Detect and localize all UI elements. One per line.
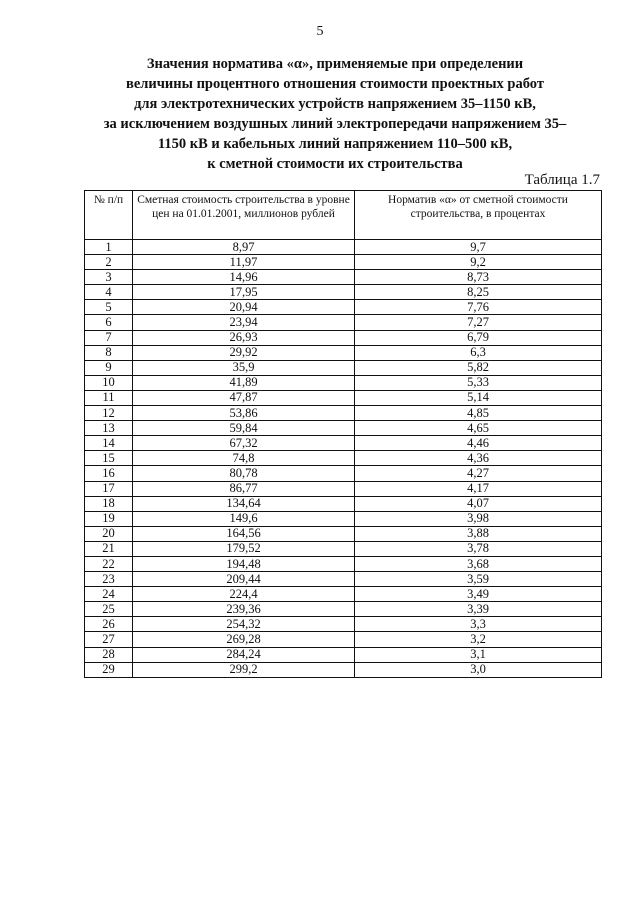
title-line: величины процентного отношения стоимости проектных работ — [125, 76, 544, 92]
table-row — [85, 496, 602, 511]
norm-cell: 4,36 — [355, 451, 602, 466]
norm-cell: 8,73 — [355, 270, 602, 285]
table-row — [85, 466, 602, 481]
row-number-cell: 13 — [85, 421, 133, 436]
row-number-cell: 16 — [85, 466, 133, 481]
row-number-cell: 9 — [85, 360, 133, 375]
row-number-cell: 1 — [85, 240, 133, 255]
norm-cell: 4,27 — [355, 466, 602, 481]
cost-cell: 164,56 — [133, 526, 355, 541]
cost-cell: 224,4 — [133, 587, 355, 602]
table-row — [85, 360, 602, 375]
document-title — [95, 54, 575, 174]
row-number-cell: 24 — [85, 587, 133, 602]
row-number-cell: 27 — [85, 632, 133, 647]
row-number-cell: 18 — [85, 496, 133, 511]
cost-cell: 59,84 — [133, 421, 355, 436]
norm-cell: 3,39 — [355, 602, 602, 617]
table-row — [85, 375, 602, 390]
cost-cell: 23,94 — [133, 315, 355, 330]
cost-cell: 8,97 — [133, 240, 355, 255]
norm-cell: 3,1 — [355, 647, 602, 662]
row-number-cell: 21 — [85, 541, 133, 556]
table-row — [85, 602, 602, 617]
row-number-cell: 28 — [85, 647, 133, 662]
table-row — [85, 587, 602, 602]
norm-cell: 6,3 — [355, 345, 602, 360]
norm-cell: 7,27 — [355, 315, 602, 330]
table-row — [85, 451, 602, 466]
table-row — [85, 255, 602, 270]
norm-cell: 5,33 — [355, 375, 602, 390]
table-row — [85, 436, 602, 451]
table-row — [85, 285, 602, 300]
cost-cell: 74,8 — [133, 451, 355, 466]
row-number-cell: 5 — [85, 300, 133, 315]
cost-cell: 14,96 — [133, 270, 355, 285]
cost-cell: 209,44 — [133, 572, 355, 587]
cost-cell: 194,48 — [133, 556, 355, 571]
norm-cell: 4,17 — [355, 481, 602, 496]
row-number-cell: 8 — [85, 345, 133, 360]
row-number-cell: 4 — [85, 285, 133, 300]
norm-cell: 3,98 — [355, 511, 602, 526]
row-number-cell: 3 — [85, 270, 133, 285]
norm-cell: 5,82 — [355, 360, 602, 375]
norm-cell: 3,2 — [355, 632, 602, 647]
table-row — [85, 481, 602, 496]
alpha-norm-table — [84, 190, 602, 678]
norm-cell: 3,68 — [355, 556, 602, 571]
row-number-cell: 25 — [85, 602, 133, 617]
title-line: 1150 кВ и кабельных линий напряжением 110–500 кВ, — [157, 136, 513, 152]
table-row — [85, 315, 602, 330]
table-row — [85, 617, 602, 632]
cost-cell: 41,89 — [133, 375, 355, 390]
row-number-cell: 6 — [85, 315, 133, 330]
norm-cell: 3,88 — [355, 526, 602, 541]
cost-cell: 254,32 — [133, 617, 355, 632]
norm-cell: 4,65 — [355, 421, 602, 436]
row-number-cell: 14 — [85, 436, 133, 451]
header-number: № п/п — [85, 191, 133, 240]
norm-cell: 3,49 — [355, 587, 602, 602]
cost-cell: 239,36 — [133, 602, 355, 617]
row-number-cell: 12 — [85, 406, 133, 421]
cost-cell: 35,9 — [133, 360, 355, 375]
row-number-cell: 7 — [85, 330, 133, 345]
norm-cell: 4,46 — [355, 436, 602, 451]
norm-cell: 3,0 — [355, 662, 602, 677]
row-number-cell: 10 — [85, 375, 133, 390]
cost-cell: 149,6 — [133, 511, 355, 526]
cost-cell: 299,2 — [133, 662, 355, 677]
table-row — [85, 526, 602, 541]
norm-cell: 3,3 — [355, 617, 602, 632]
row-number-cell: 2 — [85, 255, 133, 270]
row-number-cell: 29 — [85, 662, 133, 677]
cost-cell: 269,28 — [133, 632, 355, 647]
row-number-cell: 20 — [85, 526, 133, 541]
row-number-cell: 22 — [85, 556, 133, 571]
norm-cell: 3,78 — [355, 541, 602, 556]
page-number: 5 — [316, 24, 324, 39]
title-line: к сметной стоимости их строительства — [207, 156, 463, 172]
cost-cell: 17,95 — [133, 285, 355, 300]
row-number-cell: 17 — [85, 481, 133, 496]
cost-cell: 20,94 — [133, 300, 355, 315]
table-row — [85, 647, 602, 662]
title-line: за исключением воздушных линий электропередачи напряжением 35– — [103, 116, 567, 132]
cost-cell: 47,87 — [133, 390, 355, 405]
table-row — [85, 511, 602, 526]
table-row — [85, 662, 602, 677]
row-number-cell: 15 — [85, 451, 133, 466]
table-header-row — [85, 191, 602, 240]
table-row — [85, 556, 602, 571]
table-row — [85, 240, 602, 255]
table-row — [85, 300, 602, 315]
table-caption: Таблица 1.7 — [524, 172, 600, 188]
row-number-cell: 11 — [85, 390, 133, 405]
table-row — [85, 421, 602, 436]
table-row — [85, 270, 602, 285]
table-row — [85, 406, 602, 421]
table-row — [85, 632, 602, 647]
cost-cell: 29,92 — [133, 345, 355, 360]
norm-cell: 5,14 — [355, 390, 602, 405]
cost-cell: 53,86 — [133, 406, 355, 421]
cost-cell: 86,77 — [133, 481, 355, 496]
title-line: Значения норматива «α», применяемые при определении — [146, 56, 524, 72]
header-norm: Норматив «α» от сметной стоимости строительства, в процентах — [355, 191, 602, 240]
table-row — [85, 572, 602, 587]
row-number-cell: 23 — [85, 572, 133, 587]
norm-cell: 9,2 — [355, 255, 602, 270]
norm-cell: 7,76 — [355, 300, 602, 315]
table-row — [85, 390, 602, 405]
cost-cell: 11,97 — [133, 255, 355, 270]
cost-cell: 284,24 — [133, 647, 355, 662]
title-line: для электротехнических устройств напряжением 35–1150 кВ, — [134, 96, 536, 112]
table-row — [85, 345, 602, 360]
row-number-cell: 26 — [85, 617, 133, 632]
header-cost: Сметная стоимость строительства в уровне цен на 01.01.2001, миллионов рублей — [133, 191, 355, 240]
table-body — [85, 240, 602, 678]
table-row — [85, 541, 602, 556]
cost-cell: 80,78 — [133, 466, 355, 481]
cost-cell: 179,52 — [133, 541, 355, 556]
norm-cell: 6,79 — [355, 330, 602, 345]
cost-cell: 67,32 — [133, 436, 355, 451]
table-row — [85, 330, 602, 345]
norm-cell: 8,25 — [355, 285, 602, 300]
norm-cell: 4,07 — [355, 496, 602, 511]
row-number-cell: 19 — [85, 511, 133, 526]
norm-cell: 4,85 — [355, 406, 602, 421]
cost-cell: 26,93 — [133, 330, 355, 345]
cost-cell: 134,64 — [133, 496, 355, 511]
norm-cell: 9,7 — [355, 240, 602, 255]
norm-cell: 3,59 — [355, 572, 602, 587]
